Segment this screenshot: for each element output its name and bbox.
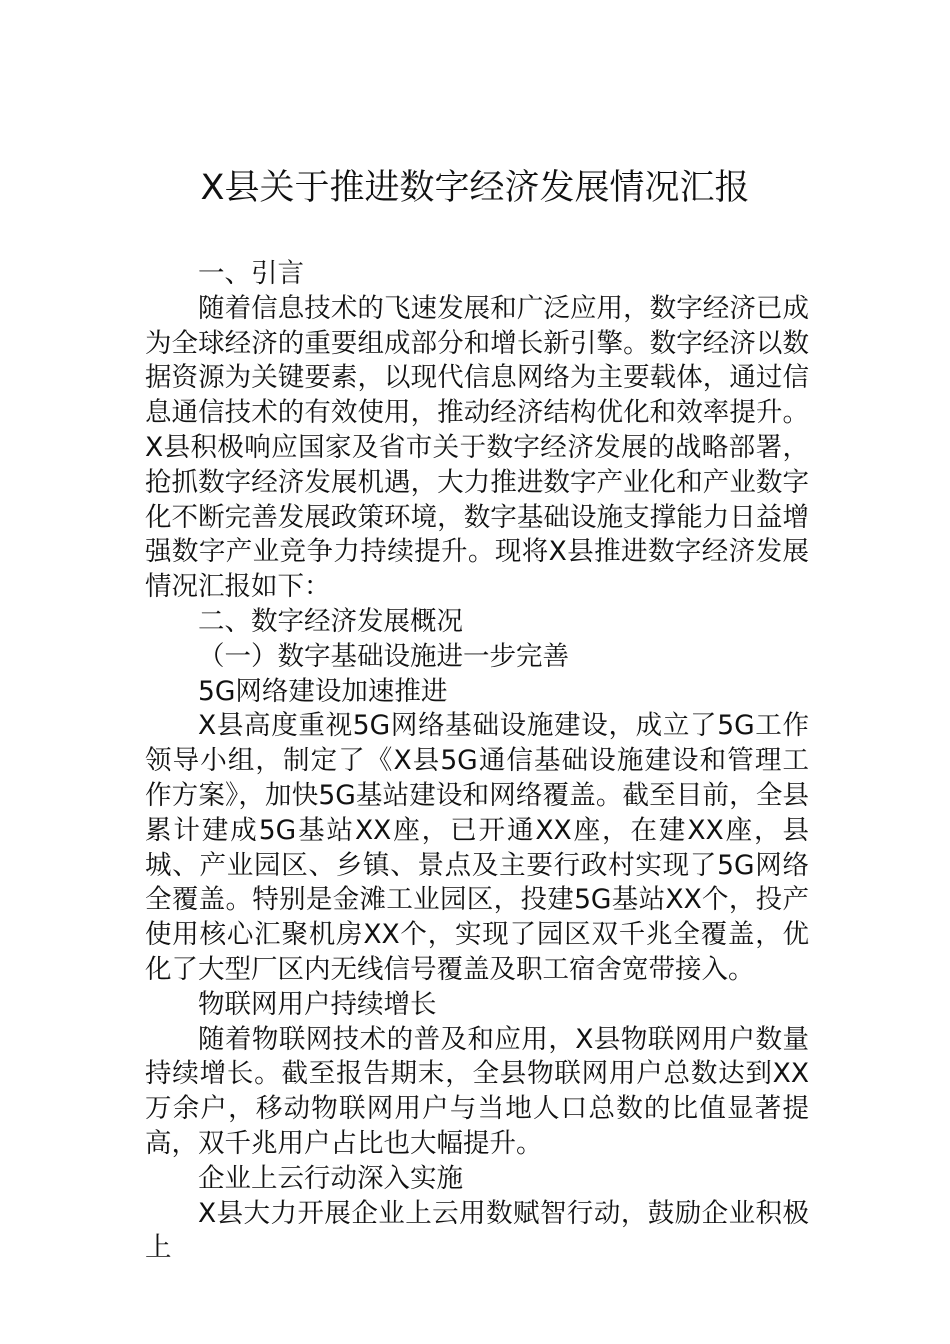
subheading-5g-network: 5G网络建设加速推进 [198,675,448,707]
subheading-infrastructure: （一）数字基础设施进一步完善 [198,640,569,672]
subheading-enterprise-cloud: 企业上云行动深入实施 [198,1162,463,1194]
paragraph-enterprise-cloud: X县大力开展企业上云用数赋智行动，鼓励企业积极上 [145,1197,809,1264]
heading-overview: 二、数字经济发展概况 [198,605,463,637]
subheading-iot-users: 物联网用户持续增长 [198,988,437,1020]
heading-introduction: 一、引言 [198,258,304,289]
paragraph-5g-network: X县高度重视5G网络基础设施建设，成立了5G工作领导小组，制定了《X县5G通信基础设施建设和管理工作方案》，加快5G基站建设和网络覆盖。截至目前，全县累计建成5G基站XX座，已开通XX座，在建XX座，县城、产业园区、乡镇、景点及主要行政村实现了5G网络全覆盖。特别是金滩工业园区，投建5G基站XX个，投产使用核心汇聚机房XX个，实现了园区双千兆全覆盖，优化了大型厂区内无线信号覆盖及职工宿舍宽带接入。 [145,710,809,985]
paragraph-introduction: 随着信息技术的飞速发展和广泛应用，数字经济已成为全球经济的重要组成部分和增长新引擎。数字经济以数据资源为关键要素，以现代信息网络为主要载体，通过信息通信技术的有效使用，推动经济结构优化和效率提升。X县积极响应国家及省市关于数字经济发展的战略部署，抢抓数字经济发展机遇，大力推进数字产业化和产业数字化不断完善发展政策环境，数字基础设施支撑能力日益增强数字产业竞争力持续提升。现将X县推进数字经济发展情况汇报如下： [145,292,809,603]
document-body [145,257,809,1266]
document-title: X县关于推进数字经济发展情况汇报 [200,168,750,208]
paragraph-iot-users: 随着物联网技术的普及和应用，X县物联网用户数量持续增长。截至报告期末，全县物联网用户总数达到XX万余户，移动物联网用户与当地人口总数的比值显著提高，双千兆用户占比也大幅提升。 [145,1023,809,1159]
